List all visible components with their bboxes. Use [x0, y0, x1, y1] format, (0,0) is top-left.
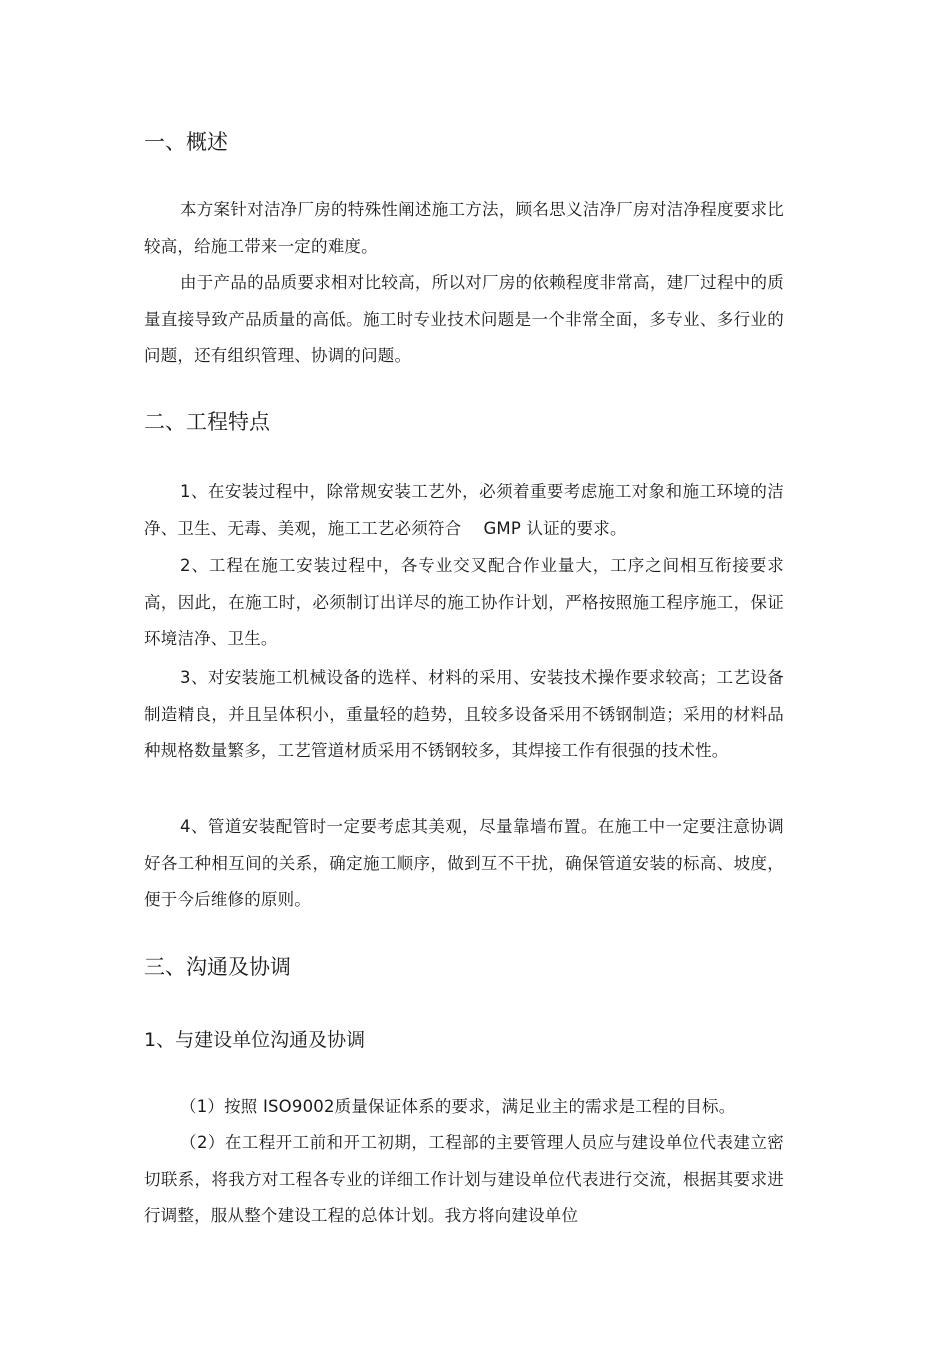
section-heading-communication: 三、沟通及协调 [144, 955, 291, 979]
paragraph-overview-2: 由于产品的品质要求相对比较高，所以对厂房的依赖程度非常高，建厂过程中的质量直接导致产品质量的高低。施工时专业技术问题是一个非常全面，多专业、多行业的问题，还有组织管理、协调的问题。 [144, 273, 784, 365]
section-heading-overview: 一、概述 [144, 130, 228, 154]
paragraph-feature-1: 1、在安装过程中，除常规安装工艺外，必须着重要考虑施工对象和施工环境的洁净、卫生、无毒、美观，施工工艺必须符合 GMP 认证的要求。 [144, 482, 784, 538]
subsection-heading-client-coordination: 1、与建设单位沟通及协调 [144, 1029, 366, 1051]
paragraph-coordination-1: （1）按照 ISO9002质量保证体系的要求，满足业主的需求是工程的目标。 [180, 1097, 736, 1116]
section-heading-features: 二、工程特点 [144, 410, 270, 434]
paragraph-feature-2: 2、工程在施工安装过程中，各专业交叉配合作业量大，工序之间相互衔接要求高，因此，在施工时，必须制订出详尽的施工协作计划，严格按照施工程序施工，保证环境洁净、卫生。 [144, 556, 784, 648]
paragraph-coordination-2: （2）在工程开工前和开工初期，工程部的主要管理人员应与建设单位代表建立密切联系，将我方对工程各专业的详细工作计划与建设单位代表进行交流，根据其要求进行调整，服从整个建设工程的总体计划。我方将向建设单位 [144, 1133, 784, 1225]
paragraph-overview-1: 本方案针对洁净厂房的特殊性阐述施工方法，顾名思义洁净厂房对洁净程度要求比较高，给施工带来一定的难度。 [144, 200, 784, 256]
paragraph-feature-3: 3、对安装施工机械设备的选样、材料的采用、安装技术操作要求较高；工艺设备制造精良，并且呈体积小，重量轻的趋势，且较多设备采用不锈钢制造；采用的材料品种规格数量繁多，工艺管道材质采用不锈钢较多，其焊接工作有很强的技术性。 [144, 668, 784, 760]
paragraph-feature-4: 4、管道安装配管时一定要考虑其美观，尽量靠墙布置。在施工中一定要注意协调好各工种相互间的关系，确定施工顺序，做到互不干扰，确保管道安装的标高、坡度，便于今后维修的原则。 [144, 817, 784, 909]
